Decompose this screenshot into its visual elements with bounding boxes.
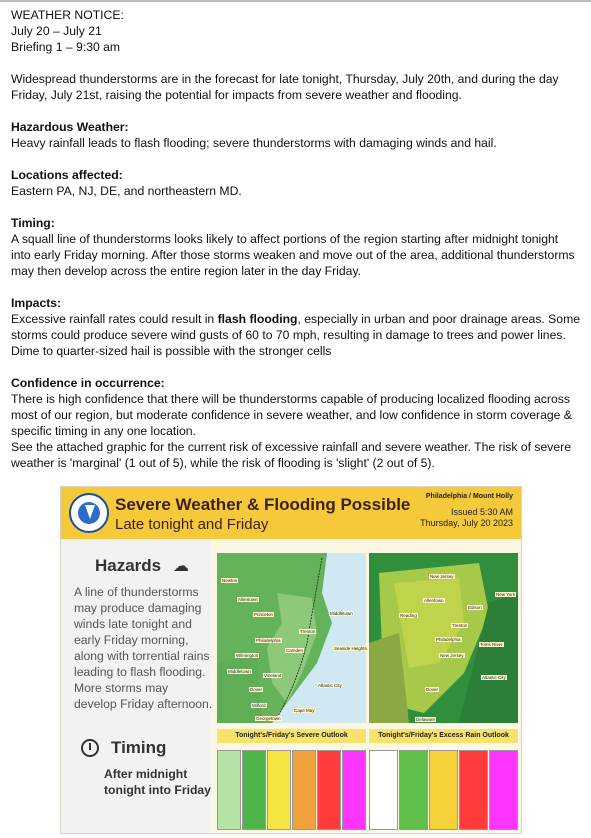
map-place-label: Atlantic City <box>482 675 506 680</box>
map-place-label: New Jersey <box>430 574 454 579</box>
hazardous-text: Heavy rainfall leads to flash flooding; severe thunderstorms with damaging winds and hail. <box>11 136 497 150</box>
hazards-panel <box>61 539 211 833</box>
timing-text: A squall line of thunderstorms looks likely to affect portions of the region starting after midnight tonight into early Friday morning. After those storms weaken and move out of the area, additional thunderstorms may then develop across the entire region later in the day Friday. <box>11 232 575 278</box>
map-place-label: Reading <box>400 613 417 618</box>
locations-text: Eastern PA, NJ, DE, and northeastern MD. <box>11 184 242 198</box>
weather-notice <box>11 7 581 471</box>
map-place-label: Toms River <box>480 642 503 647</box>
top-rule <box>0 0 591 2</box>
rain-legend-swatch <box>489 750 518 830</box>
map-place-label: Allentown <box>424 598 444 603</box>
map-place-label: Newton <box>222 578 238 583</box>
intro-paragraph: Widespread thunderstorms are in the forecast for late tonight, Thursday, July 20th, and during the day Friday, July 21st, raising the potential for impacts from severe weather and flooding. <box>11 72 559 102</box>
nws-logo <box>69 493 109 533</box>
map-place-label: Trenton <box>300 629 316 634</box>
severe-legend-swatch <box>317 750 341 830</box>
locations-heading: Locations affected: <box>11 168 123 182</box>
graphic-issued: Issued 5:30 AM <box>450 507 513 517</box>
severe-legend-swatch <box>242 750 266 830</box>
severe-outlook-caption: Tonight's/Friday's Severe Outlook <box>217 729 366 743</box>
confidence-heading: Confidence in occurrence: <box>11 376 165 390</box>
timing-graphic-text: After midnight tonight into Friday <box>104 767 211 797</box>
timing-title: Timing <box>111 738 167 757</box>
confidence-text: There is high confidence that there will be thunderstorms capable of producing localized flooding across most of our region, but moderate confidence in severe weather, and low confidence in storm coverage & specific timing in any one location. <box>11 392 572 438</box>
rain-legend-swatch <box>399 750 428 830</box>
map-place-label: Philadelphia <box>436 637 461 642</box>
notice-title: WEATHER NOTICE: <box>11 8 124 22</box>
map-place-label: Camden <box>286 648 304 653</box>
map-place-label: Philadelphia <box>256 638 281 643</box>
graphic-title: Severe Weather & Flooding Possible <box>115 495 411 514</box>
map-place-label: Vineland <box>264 673 282 678</box>
map-place-label: Allentown <box>238 597 258 602</box>
notice-briefing: Briefing 1 – 9:30 am <box>11 40 121 54</box>
map-place-label: Atlantic City <box>318 683 342 688</box>
rain-outlook-caption: Tonight's/Friday's Excess Rain Outlook <box>369 729 518 743</box>
map-place-label: Dover <box>426 687 439 692</box>
clock-icon <box>81 739 99 757</box>
map-place-label: Seaside Heights <box>334 646 367 651</box>
map-place-label: Wilmington <box>236 653 259 658</box>
impacts-heading: Impacts: <box>11 296 62 310</box>
rain-legend-swatch <box>459 750 488 830</box>
graphic-header <box>61 487 521 539</box>
rain-legend-swatch <box>429 750 458 830</box>
hazards-title: Hazards <box>95 556 162 575</box>
map-place-label: New Jersey <box>440 653 464 658</box>
timing-heading: Timing: <box>11 216 55 230</box>
severe-legend-swatch <box>342 750 366 830</box>
graphic-office: Philadelphia / Mount Holly <box>425 493 513 500</box>
map-place-label: Princeton <box>254 612 274 617</box>
map-place-label: Delaware <box>416 717 436 722</box>
map-place-label: Middletown <box>330 611 353 616</box>
notice-dates: July 20 – July 21 <box>11 24 102 38</box>
forecast-graphic <box>60 486 522 834</box>
impacts-flash-flooding: flash flooding <box>217 312 298 326</box>
impacts-text-start: Excessive rainfall rates could result in <box>11 312 218 326</box>
impacts-text-end: , especially in urban and poor drainage areas. Some storms could produce severe wind gusts of 60 to 70 mph, resulting in damage to trees and power lines. Dime to quarter-sized hail is possible with the stronger cells <box>11 312 581 358</box>
severe-legend-swatch <box>267 750 291 830</box>
map-place-label: Middletown <box>228 669 251 674</box>
map-place-label: Trenton <box>452 623 468 628</box>
severe-legend-swatch <box>292 750 316 830</box>
map-place-label: Dover <box>250 687 263 692</box>
severe-legend-swatch <box>217 750 241 830</box>
thunderstorm-cloud-icon: ☁ <box>173 558 189 575</box>
severe-outlook-map <box>217 553 366 723</box>
map-place-label: New York <box>496 592 516 597</box>
map-place-label: Georgetown <box>256 716 281 721</box>
impacts-text <box>11 311 581 359</box>
hazards-text: A line of thunderstorms may produce damaging winds late tonight and early Friday morning, along with torrential rains leading to flash flooding. More storms may develop Friday afternoon. <box>74 585 213 711</box>
rain-outlook-legend <box>369 750 518 828</box>
severe-outlook-legend <box>217 750 366 828</box>
map-place-label: Cape May <box>294 708 315 713</box>
rain-legend-swatch <box>369 750 398 830</box>
graphic-date: Thursday, July 20 2023 <box>420 518 513 528</box>
hazardous-heading: Hazardous Weather: <box>11 120 129 134</box>
map-place-label: Edison <box>468 605 482 610</box>
map-place-label: Milford <box>252 703 266 708</box>
risk-text: See the attached graphic for the current risk of excessive rainfall and severe weather. The risk of severe weather is 'marginal' (1 out of 5), while the risk of flooding is 'slight' (2 out of 5). <box>11 440 572 470</box>
graphic-subtitle: Late tonight and Friday <box>115 516 269 533</box>
